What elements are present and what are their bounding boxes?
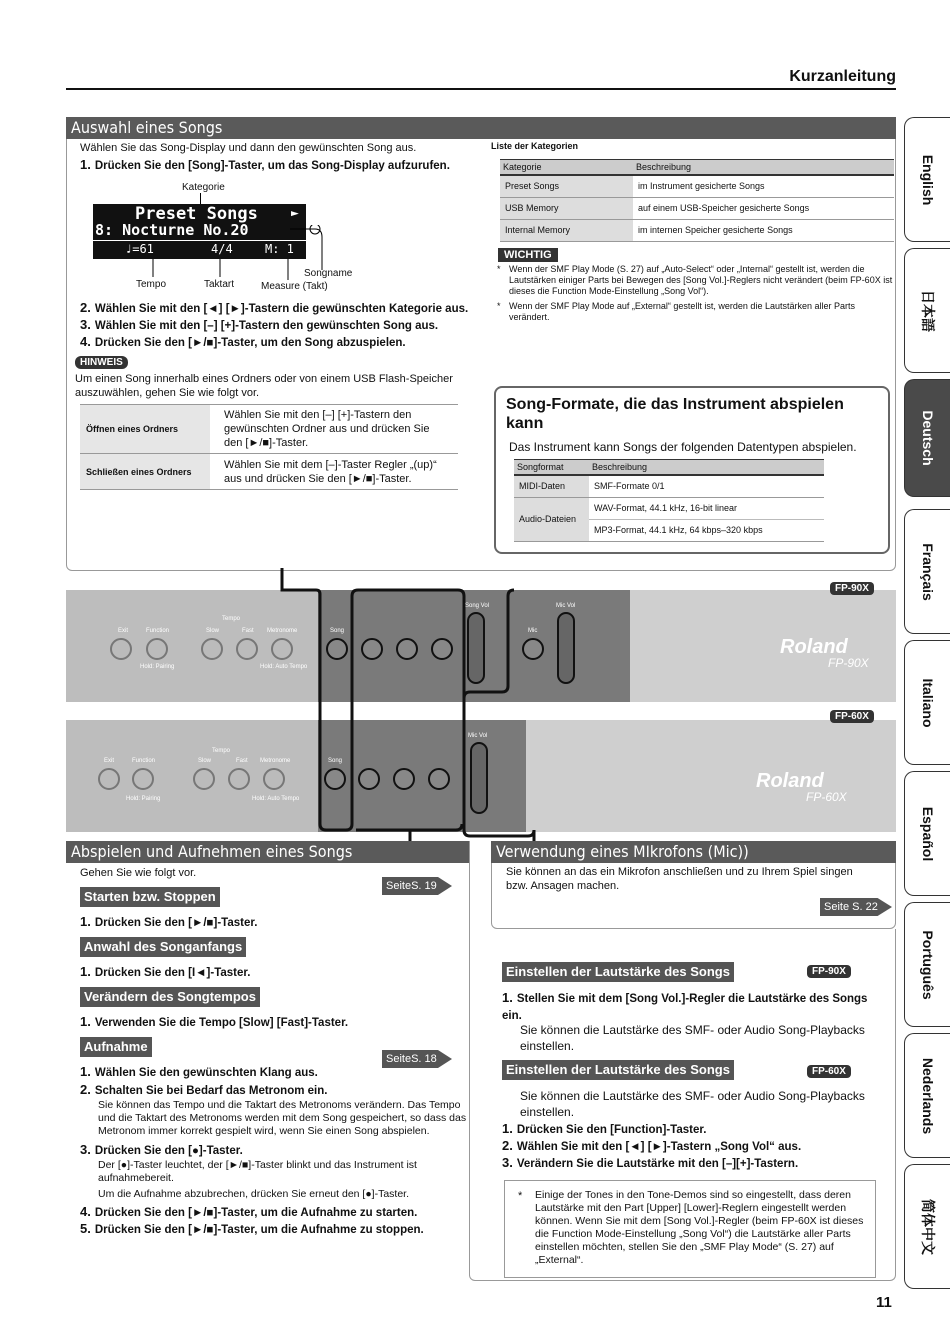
tab-chinese[interactable]: 简体中文 [904, 1164, 950, 1289]
label-hold-pairing: Hold: Pairing [126, 796, 161, 802]
step: 1. Verwenden Sie die Tempo [Slow] [Fast]-Taster. [80, 1014, 349, 1029]
heading-recording: Aufnahme [80, 1037, 152, 1057]
step: 5. Drücken Sie den [►/■]-Taster, um die Aufnahme zu stoppen. [80, 1221, 424, 1236]
page-ref-22[interactable]: Seite S. 22 [820, 898, 892, 916]
wichtig-note-2: * Wenn der SMF Play Mode auf „External“ gestellt ist, werden die Lautstärken aller Parts verändert. [497, 301, 855, 322]
tab-english[interactable]: English [904, 117, 950, 242]
step: 1. Drücken Sie den [►/■]-Taster. [80, 914, 258, 929]
table-row: Schließen eines Ordners [80, 454, 210, 490]
label-slow: Slow [206, 628, 220, 634]
categories-title: Liste der Kategorien [491, 141, 579, 151]
note-text: Einige der Tones in den Tone-Demos sind so eingestellt, dass deren Lautstärke mit den Part [Upper] [Lower]-Reglern eingestellt werden können. Wenn Sie mit dem [Song Vol.]-Regler (beim FP-60X ist dieses die Function Mode-Einstellung „Song Vol“) die Lautstärke aller Parts einstellen möchten, stellen Sie den „SMF Play Mode“ (S. 27) auf „External“. [535, 1189, 864, 1266]
page-ref-19[interactable]: SeiteS. 19 [382, 877, 452, 895]
mic-text: Sie können an das ein Mikrofon anschließen und zu Ihrem Spiel singen bzw. Ansagen machen. [506, 866, 853, 892]
heading-start-stop: Starten bzw. Stoppen [80, 887, 220, 907]
folder-table: Öffnen eines Ordners Wählen Sie mit den [–] [+]-Tastern den gewünschten Ordner aus und drücken Sie den [►/■]-Taster. Schließen eines Ordners Wählen Sie mit dem [–]-Taster Regler „(up)“ aus und drücken Sie den [►/■]-Taster. [80, 404, 458, 490]
step: 2. Schalten Sie bei Bedarf das Metronom ein. [80, 1082, 328, 1097]
step: 3. Verändern Sie die Lautstärke mit den [–][+]-Tastern. [502, 1155, 799, 1170]
play-intro: Gehen Sie wie folgt vor. [80, 867, 197, 879]
section-title-mic: Verwendung eines MIkrofons (Mic)) [491, 841, 896, 863]
roland-logo: Roland [756, 770, 824, 792]
tab-francais[interactable]: Français [904, 509, 950, 634]
slow-button[interactable] [193, 768, 215, 790]
mic-vol-slider[interactable] [557, 612, 575, 684]
exit-button[interactable] [98, 768, 120, 790]
step-4: 4. Drücken Sie den [►/■]-Taster, um den Song abzuspielen. [80, 334, 406, 349]
label-function: Function [146, 628, 170, 634]
step: 4. Drücken Sie den [►/■]-Taster, um die Aufnahme zu starten. [80, 1204, 418, 1219]
section-title: Auswahl eines Songs [66, 117, 896, 139]
label-exit: Exit [104, 758, 115, 764]
label-mic-vol: Mic Vol [556, 603, 576, 609]
label-song-vol: Song Vol [465, 603, 490, 609]
sub-text: Sie können die Lautstärke des SMF- oder Audio Song-Playbacks einstellen. [520, 1023, 865, 1053]
label-fast: Fast [236, 758, 248, 764]
label-tempo: Tempo [136, 279, 167, 290]
language-tabs [904, 0, 950, 1344]
heading-song-vol-90: Einstellen der Lautstärke des Songs [502, 962, 734, 982]
step: 3. Drücken Sie den [●]-Taster. [80, 1142, 243, 1157]
step: 1. Drücken Sie den [Function]-Taster. [502, 1121, 707, 1136]
label-metronome: Metronome [260, 758, 291, 764]
panel-callout-lines [270, 568, 550, 848]
label-tempo-group: Tempo [222, 616, 241, 622]
roland-logo: Roland [780, 636, 848, 658]
tab-japanese[interactable]: 日本語 [904, 248, 950, 373]
label-hold-auto: Hold: Auto Tempo [260, 664, 308, 670]
section-title-play: Abspielen und Aufnehmen eines Songs [66, 841, 469, 863]
step: 1. Wählen Sie den gewünschten Klang aus. [80, 1064, 318, 1079]
wichtig-badge: WICHTIG [498, 248, 558, 262]
step-2: 2. Wählen Sie mit den [◄] [►]-Tastern die gewünschten Kategorie aus. [80, 300, 469, 315]
page-header [66, 68, 896, 90]
sub-text: Um die Aufnahme abzubrechen, drücken Sie erneut den [●]-Taster. [98, 1188, 410, 1200]
badge-fp60x: FP-60X [830, 710, 874, 723]
label-taktart: Taktart [204, 279, 235, 290]
heading-song-tempo: Verändern des Songtempos [80, 987, 260, 1007]
function-button[interactable] [132, 768, 154, 790]
intro-text: Wählen Sie das Song-Display und dann den gewünschten Song aus. [80, 142, 417, 154]
label-hold-auto: Hold: Auto Tempo [252, 796, 300, 802]
tab-italiano[interactable]: Italiano [904, 640, 950, 765]
badge-fp60x: FP-60X [807, 1065, 851, 1078]
label-function: Function [132, 758, 156, 764]
label-mic: Mic [528, 628, 538, 634]
label-tempo-group: Tempo [212, 748, 231, 754]
categories-table: Kategorie Beschreibung Preset Songs im Instrument gesicherte Songs USB Memory auf einem USB-Speicher gesicherte Songs Internal Memory im internen Speicher gesicherte Songs [500, 159, 894, 242]
label-exit: Exit [118, 628, 129, 634]
badge-fp90x: FP-90X [807, 965, 851, 978]
fast-button[interactable] [236, 638, 258, 660]
label-slow: Slow [198, 758, 212, 764]
page-ref-18[interactable]: SeiteS. 18 [382, 1050, 452, 1068]
model-label: FP-90X [828, 656, 869, 670]
heading-song-start: Anwahl des Songanfangs [80, 937, 246, 957]
label-measure: Measure (Takt) [261, 281, 328, 292]
formats-intro: Das Instrument kann Songs der folgenden Datentypen abspielen. [509, 440, 857, 454]
sub-text: Sie können das Tempo und die Taktart des Metronoms verändern. Das Tempo und die Taktart des Metronoms werden mit dem Song gespeichert, so dass das Metronom immer korrekt gespielt wird, wenn Sie einen Song abspielen. [98, 1099, 467, 1137]
hinweis-badge: HINWEIS [75, 356, 128, 369]
heading-song-vol-60: Einstellen der Lautstärke des Songs [502, 1060, 734, 1080]
tab-deutsch[interactable]: Deutsch [904, 379, 950, 497]
page-number: 11 [876, 1294, 892, 1311]
label-kategorie: Kategorie [182, 182, 225, 193]
function-button[interactable] [146, 638, 168, 660]
header-title: Kurzanleitung [789, 68, 896, 85]
label-metronome: Metronome [267, 628, 298, 634]
song-display: Preset Songs ► 8: Nocturne No.20 ♩=61 4/4 M: 1 [93, 204, 306, 259]
label-hold-pairing: Hold: Pairing [140, 664, 175, 670]
label-song: Song [328, 758, 343, 764]
tab-nederlands[interactable]: Nederlands [904, 1033, 950, 1158]
formats-table: Songformat Beschreibung MIDI-Daten SMF-Formate 0/1 Audio-Dateien WAV-Format, 44.1 kHz, 16-bit linear MP3-Format, 44.1 kHz, 64 kbps–320 kbps [514, 459, 824, 542]
label-songname: Songname [304, 268, 353, 279]
fast-button[interactable] [228, 768, 250, 790]
label-mic-vol: Mic Vol [468, 733, 488, 739]
badge-fp90x: FP-90X [830, 582, 874, 595]
step-1: 1. Drücken Sie den [Song]-Taster, um das Song-Display aufzurufen. [80, 157, 450, 172]
model-label: FP-60X [806, 790, 847, 804]
step: 2. Wählen Sie mit den [◄] [►]-Tastern „Song Vol“ aus. [502, 1138, 802, 1153]
step: 1. Drücken Sie den [I◄]-Taster. [80, 964, 251, 979]
tab-portugues[interactable]: Português [904, 902, 950, 1027]
slow-button[interactable] [201, 638, 223, 660]
step-3: 3. Wählen Sie mit den [–] [+]-Tastern den gewünschten Song aus. [80, 317, 439, 332]
wichtig-note-1: * Wenn der SMF Play Mode (S. 27) auf „Auto-Select“ oder „Internal“ gestellt ist, werden die Lautstärken einiger Parts bei Bewegen des [Song Vol.]-Reglers nicht verändert (beim FP-60X ist dieses die Function Mode-Einstellung „Song Vol“). [497, 264, 893, 296]
step: 1. Stellen Sie mit dem [Song Vol.]-Regler die Lautstärke des Songs ein. [502, 990, 868, 1022]
exit-button[interactable] [110, 638, 132, 660]
sub-text: Sie können die Lautstärke des SMF- oder Audio Song-Playbacks einstellen. [520, 1089, 865, 1119]
tab-espanol[interactable]: Español [904, 771, 950, 896]
table-row: Öffnen eines Ordners [80, 405, 210, 454]
hinweis-text: Um einen Song innerhalb eines Ordners oder von einem USB Flash-Speicher auszuwählen, gehen Sie wie folgt vor. [75, 373, 453, 399]
label-fast: Fast [242, 628, 254, 634]
label-song: Song [330, 628, 345, 634]
sub-text: Der [●]-Taster leuchtet, der [►/■]-Taster blinkt und das Instrument ist aufnahmebereit. [98, 1159, 417, 1184]
formats-title: Song-Formate, die das Instrument abspielen kann [506, 396, 844, 432]
